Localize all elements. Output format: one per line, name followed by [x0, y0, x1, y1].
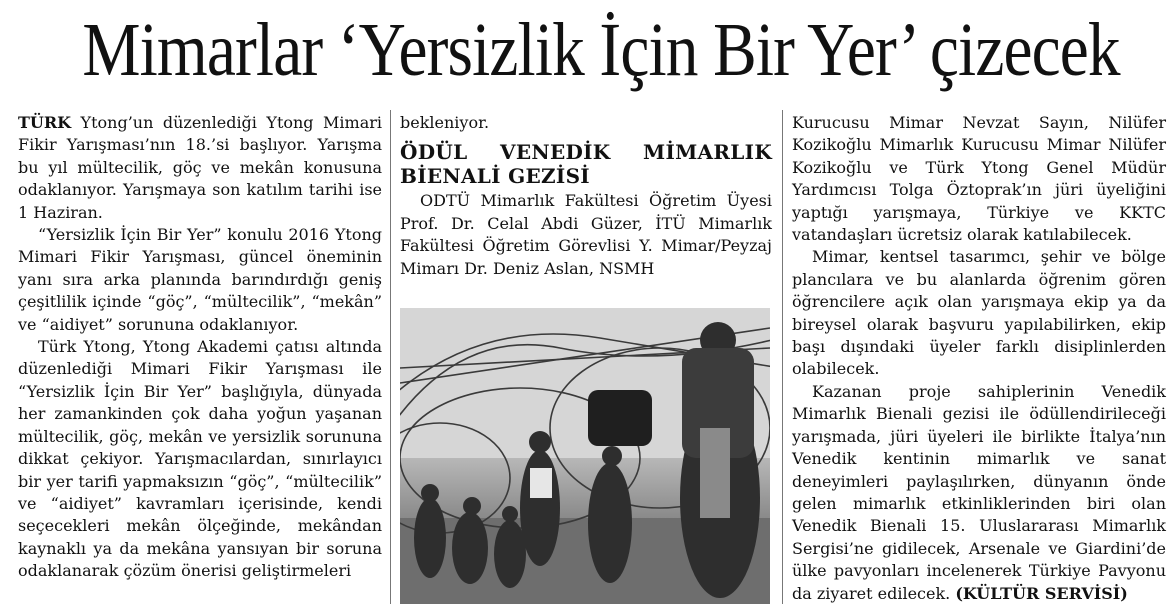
- article-column-1: [18, 112, 382, 583]
- paragraph: Türk Ytong, Ytong Akademi çatısı altında düzenlediği Mimari Fikir Yarışması ile “Yersizlik İçin Bir Yer” başlığıyla, dünyada her zamankinden çok daha yoğun yaşanan mültecilik, göç, mekân ve yersizlik sorununa dikkat çekiyor. Yarışmacılardan, sınırlayıcı bir yer tarifi yapmaksızın “göç”, “mültecilik” ve “aidiyet” kavramları içerisinde, kendi seçecekleri mekân ölçeğinde, mekândan kaynaklı ya da mekâna yansıyan bir soruna odaklanarak çözüm önerisi geliştirmeleri: [18, 337, 382, 581]
- byline-credit: (KÜLTÜR SERVİSİ): [955, 583, 1128, 603]
- paragraph: “Yersizlik İçin Bir Yer” konulu 2016 Ytong Mimari Fikir Yarışması, güncel öneminin yanı sıra arka planında barındırdığı geniş çeşitlilik içinde “göç”, “mültecilik”, “mekân” ve “aidiyet” sorununa odaklanıyor.: [18, 225, 382, 334]
- article-column-3: [792, 112, 1166, 605]
- paragraph-text: Ytong’un düzenlediği Ytong Mimari Fikir Yarışması’nın 18.’si başlıyor. Yarışma bu yıl mültecilik, göç ve mekân konusuna odaklanıyor. Yarışmaya son katılım tarihi ise 1 Haziran.: [18, 113, 382, 222]
- paragraph: [18, 112, 382, 224]
- headline: Mimarlar ‘Yersizlik İçin Bir Yer’ çizecek: [82, 8, 1120, 92]
- article-column-2: [400, 112, 772, 280]
- news-photo: [400, 308, 770, 604]
- column-rule: [782, 110, 783, 604]
- paragraph: ODTÜ Mimarlık Fakültesi Öğretim Üyesi Prof. Dr. Celal Abdi Güzer, İTÜ Mimarlık Fakültesi Öğretim Görevlisi Y. Mimar/Peyzaj Mimarı Dr. Deniz Aslan, NSMH: [400, 191, 772, 278]
- lead-word: TÜRK: [18, 113, 72, 132]
- column-rule: [390, 110, 391, 604]
- paragraph: Kurucusu Mimar Nevzat Sayın, Nilüfer Kozikoğlu Mimarlık Kurucusu Mimar Nilüfer Kozikoğlu ve Türk Ytong Genel Müdür Yardımcısı Tolga Öztoprak’ın jüri üyeliğini yaptığı yarışmaya, Türkiye ve KKTC vatandaşları ücretsiz olarak katılabilecek.: [792, 113, 1166, 245]
- paragraph: Mimar, kentsel tasarımcı, şehir ve bölge plancılara ve bu alanlarda öğrenim gören öğrencilere açık olan yarışmaya ekip ya da bireysel olarak başvuru yapılabilirken, ekip başı dışındaki üyeler farklı disiplinlerden olabilecek.: [792, 247, 1166, 379]
- paragraph: bekleniyor.: [400, 113, 490, 132]
- paragraph: [792, 381, 1166, 605]
- paragraph-text: Kazanan proje sahiplerinin Venedik Mimarlık Bienali gezisi ile ödüllendirileceği yarışmada, jüri üyeleri ile birlikte İtalya’nın Venedik kentinin mimarlık ve sanat deneyimleri paylaşılırken, dünyanın önde gelen mimarlık etkinliklerinden biri olan Venedik Bienali 15. Uluslararası Mimarlık Sergisi’ne gidilecek, Arsenale ve Giardini’de ülke pavyonları incelenerek Türkiye Pavyonu da ziyaret edilecek.: [792, 381, 1166, 603]
- subheading: ÖDÜL VENEDİK MİMARLIK BİENALİ GEZİSİ: [400, 140, 772, 189]
